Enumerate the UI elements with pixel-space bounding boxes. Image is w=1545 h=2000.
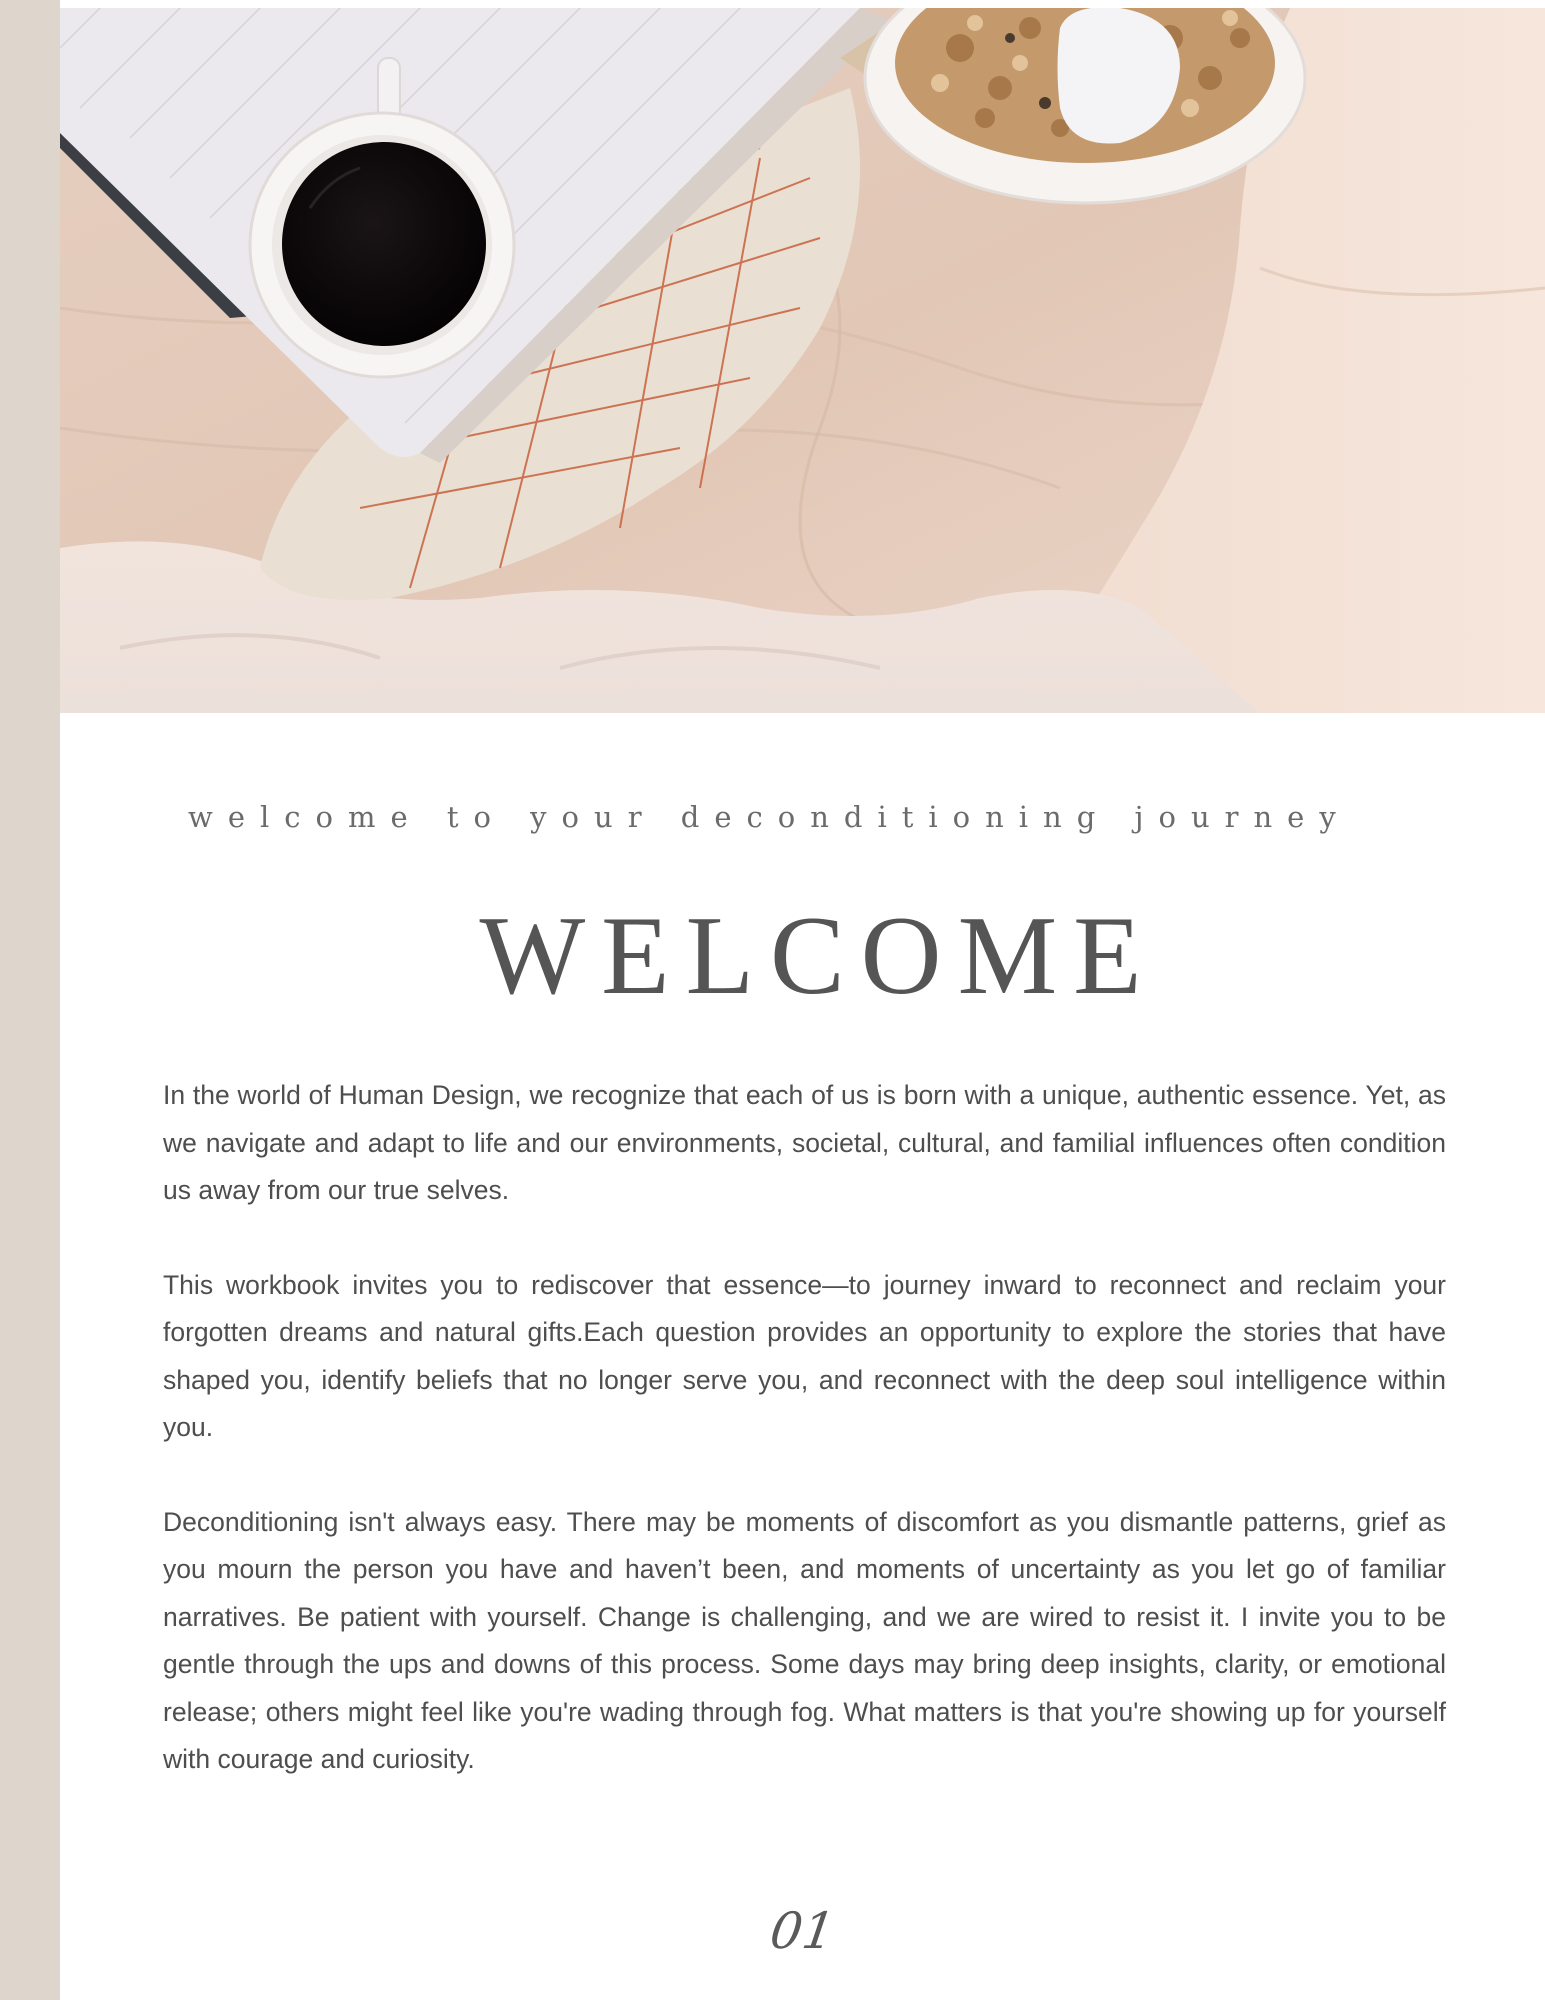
body-text: [163, 1072, 1446, 1831]
paragraph-2: This workbook invites you to rediscover that essence—to journey inward to reconnect and reclaim your forgotten dreams and natural gifts.Each question provides an opportunity to explore the stories that have shaped you, identify beliefs that no longer serve you, and reconnect with the deep soul intelligence within you.: [163, 1269, 1446, 1442]
side-accent-bar: [0, 0, 60, 2000]
subtitle: welcome to your deconditioning journey: [188, 800, 1351, 834]
hero-photo: [60, 8, 1545, 713]
page-number: 01: [766, 1902, 839, 1960]
paragraph-1: In the world of Human Design, we recognize that each of us is born with a unique, authentic essence. Yet, as we navigate and adapt to life and our environments, societal, cultural, and familial influences often condition us away from our true selves.: [163, 1080, 1446, 1205]
page-title: WELCOME: [479, 894, 1158, 1018]
breakfast-flatlay-illustration: [60, 8, 1545, 713]
paragraph-3: Deconditioning isn't always easy. There may be moments of discomfort as you dismantle patterns, grief as you mourn the person you have and haven’t been, and moments of uncertainty as you let go of familiar narratives. Be patient with yourself. Change is challenging, and we are wired to resist it. I invite you to be gentle through the ups and downs of this process. Some days may bring deep insights, clarity, or emotional release; others might feel like you're wading through fog. What matters is that you're showing up for yourself with courage and curiosity.: [163, 1506, 1446, 1774]
